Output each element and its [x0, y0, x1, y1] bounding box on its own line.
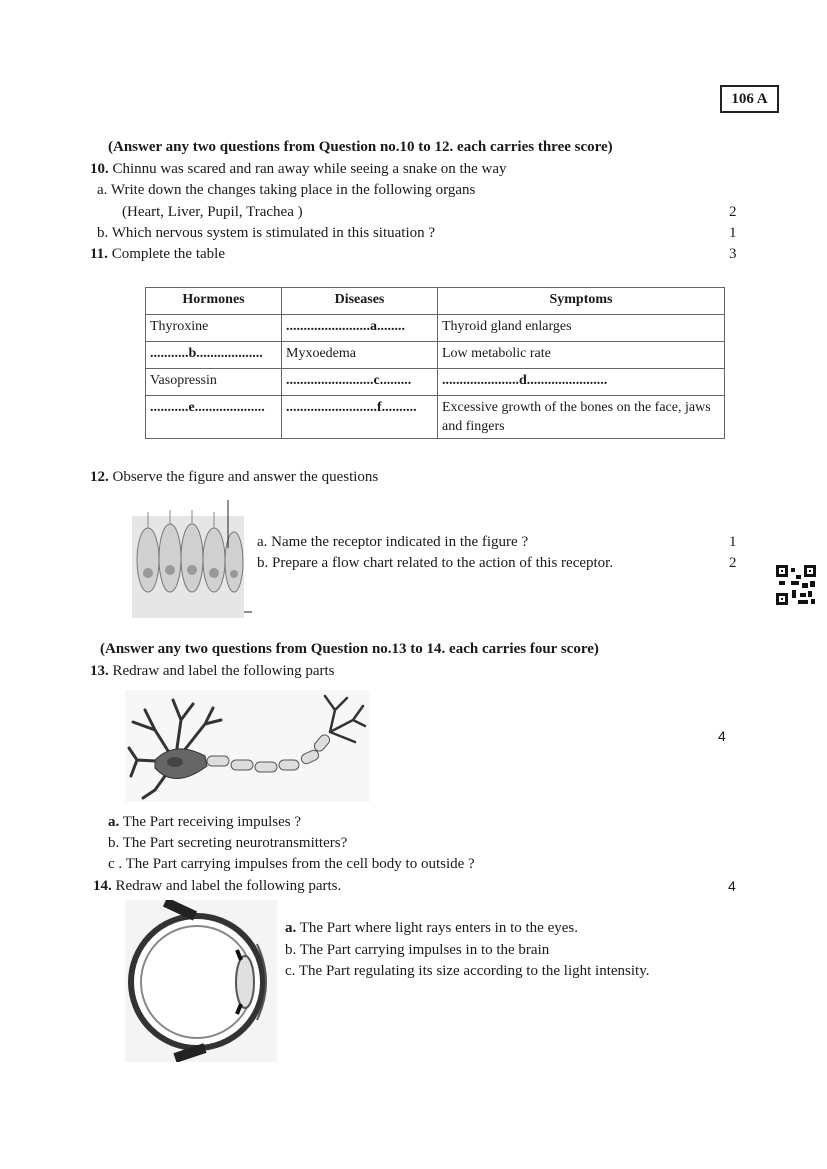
question-text: Complete the table	[111, 246, 225, 262]
table-row	[146, 369, 725, 396]
table-row	[146, 396, 725, 439]
question-text: Redraw and label the following parts	[112, 663, 335, 679]
column-header: Hormones	[146, 288, 282, 315]
q14-part-a	[285, 919, 578, 937]
question-number: 11.	[90, 246, 108, 262]
question-number: 14.	[93, 878, 112, 894]
q13-part-a	[108, 813, 301, 831]
question-12	[90, 468, 378, 486]
paper-code-box: 106 A	[720, 85, 779, 113]
q12-part-b: b. Prepare a flow chart related to the action of this receptor.	[257, 555, 614, 571]
score: 1	[729, 225, 737, 241]
section-instruction: (Answer any two questions from Question no.10 to 12. each carries three score)	[108, 139, 613, 155]
question-10	[90, 160, 507, 178]
question-14	[93, 877, 341, 895]
eye-figure	[125, 900, 277, 1062]
cell: ..........................f..........	[282, 396, 438, 439]
question-11	[90, 245, 225, 263]
qr-code-icon	[776, 565, 816, 605]
question-number: 13.	[90, 663, 109, 679]
table-header-row	[146, 288, 725, 315]
column-header: Symptoms	[438, 288, 725, 315]
cell: Excessive growth of the bones on the face, jaws and fingers	[438, 396, 725, 439]
cell: Low metabolic rate	[438, 342, 725, 369]
cell: .........................c.........	[282, 369, 438, 396]
cell: ...........e....................	[146, 396, 282, 439]
table-row	[146, 342, 725, 369]
cell: ........................a........	[282, 315, 438, 342]
cell: Vasopressin	[146, 369, 282, 396]
part-text: The Part receiving impulses ?	[122, 814, 302, 830]
q14-part-b: b. The Part carrying impulses in to the brain	[285, 942, 550, 958]
question-number: 10.	[90, 161, 109, 177]
score: 4	[728, 878, 736, 894]
part-label: a.	[285, 920, 297, 936]
score: 4	[718, 728, 726, 744]
neuron-figure	[125, 690, 370, 802]
score: 2	[729, 555, 737, 571]
q13-part-b: b. The Part secreting neurotransmitters?	[108, 835, 348, 851]
part-text: The Part where light rays enters in to the eyes.	[299, 920, 578, 936]
cell: ......................d.......................	[438, 369, 725, 396]
q10-part-b: b. Which nervous system is stimulated in this situation ?	[97, 225, 436, 241]
section-instruction: (Answer any two questions from Question no.13 to 14. each carries four score)	[100, 641, 599, 657]
cell: Thyroid gland enlarges	[438, 315, 725, 342]
score: 2	[729, 204, 737, 220]
part-label: a.	[108, 814, 120, 830]
column-header: Diseases	[282, 288, 438, 315]
score: 3	[729, 246, 737, 262]
q12-part-a: a. Name the receptor indicated in the figure ?	[257, 534, 529, 550]
hormones-table	[145, 287, 725, 439]
table-row	[146, 315, 725, 342]
receptor-cells-figure	[128, 498, 253, 622]
question-text: Chinnu was scared and ran away while seeing a snake on the way	[112, 161, 507, 177]
question-13	[90, 662, 335, 680]
q10-part-a-organs: (Heart, Liver, Pupil, Trachea )	[122, 204, 303, 220]
q10-part-a: a. Write down the changes taking place in the following organs	[97, 182, 476, 198]
question-text: Observe the figure and answer the questions	[112, 469, 379, 485]
cell: ...........b...................	[146, 342, 282, 369]
cell: Thyroxine	[146, 315, 282, 342]
question-text: Redraw and label the following parts.	[115, 878, 342, 894]
q13-part-c: c . The Part carrying impulses from the cell body to outside ?	[108, 856, 475, 872]
q14-part-c: c. The Part regulating its size according to the light intensity.	[285, 963, 650, 979]
score: 1	[729, 534, 737, 550]
question-number: 12.	[90, 469, 109, 485]
cell: Myxoedema	[282, 342, 438, 369]
